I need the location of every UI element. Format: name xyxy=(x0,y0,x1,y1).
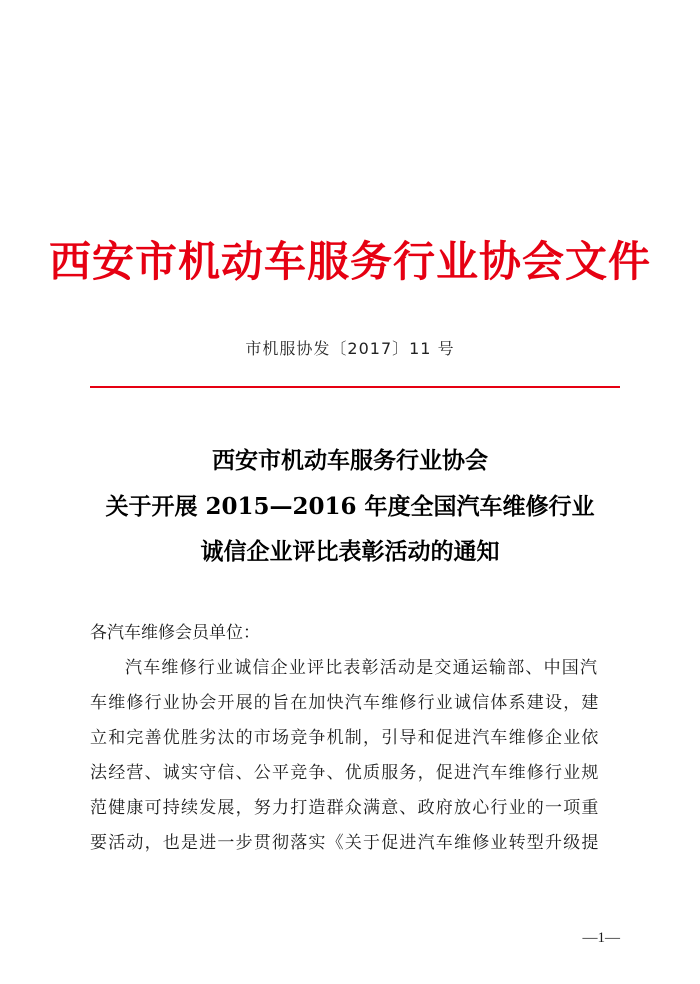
red-divider-line xyxy=(90,386,620,388)
notice-title-line-2: 关于开展 2015—2016 年度全国汽车维修行业 xyxy=(105,493,595,520)
page-number: —1— xyxy=(582,930,620,946)
notice-title-line-3: 诚信企业评比表彰活动的通知 xyxy=(200,538,500,565)
paragraph-line: 车维修行业协会开展的旨在加快汽车维修行业诚信体系建设，建 xyxy=(90,693,600,713)
org-header-title: 西安市机动车服务行业协会文件 xyxy=(48,237,651,286)
salutation: 各汽车维修会员单位： xyxy=(90,623,260,643)
document-number: 市机服协发〔2017〕11 号 xyxy=(245,339,455,358)
notice-title-line-1: 西安市机动车服务行业协会 xyxy=(212,447,488,474)
paragraph-line: 范健康可持续发展，努力打造群众满意、政府放心行业的一项重 xyxy=(90,798,600,818)
paragraph-line: 法经营、诚实守信、公平竞争、优质服务，促进汽车维修行业规 xyxy=(90,763,600,783)
paragraph-line: 要活动，也是进一步贯彻落实《关于促进汽车维修业转型升级提 xyxy=(90,833,600,853)
paragraph-line: 汽车维修行业诚信企业评比表彰活动是交通运输部、中国汽 xyxy=(125,658,599,678)
paragraph-line: 立和完善优胜劣汰的市场竞争机制，引导和促进汽车维修企业依 xyxy=(90,728,600,748)
